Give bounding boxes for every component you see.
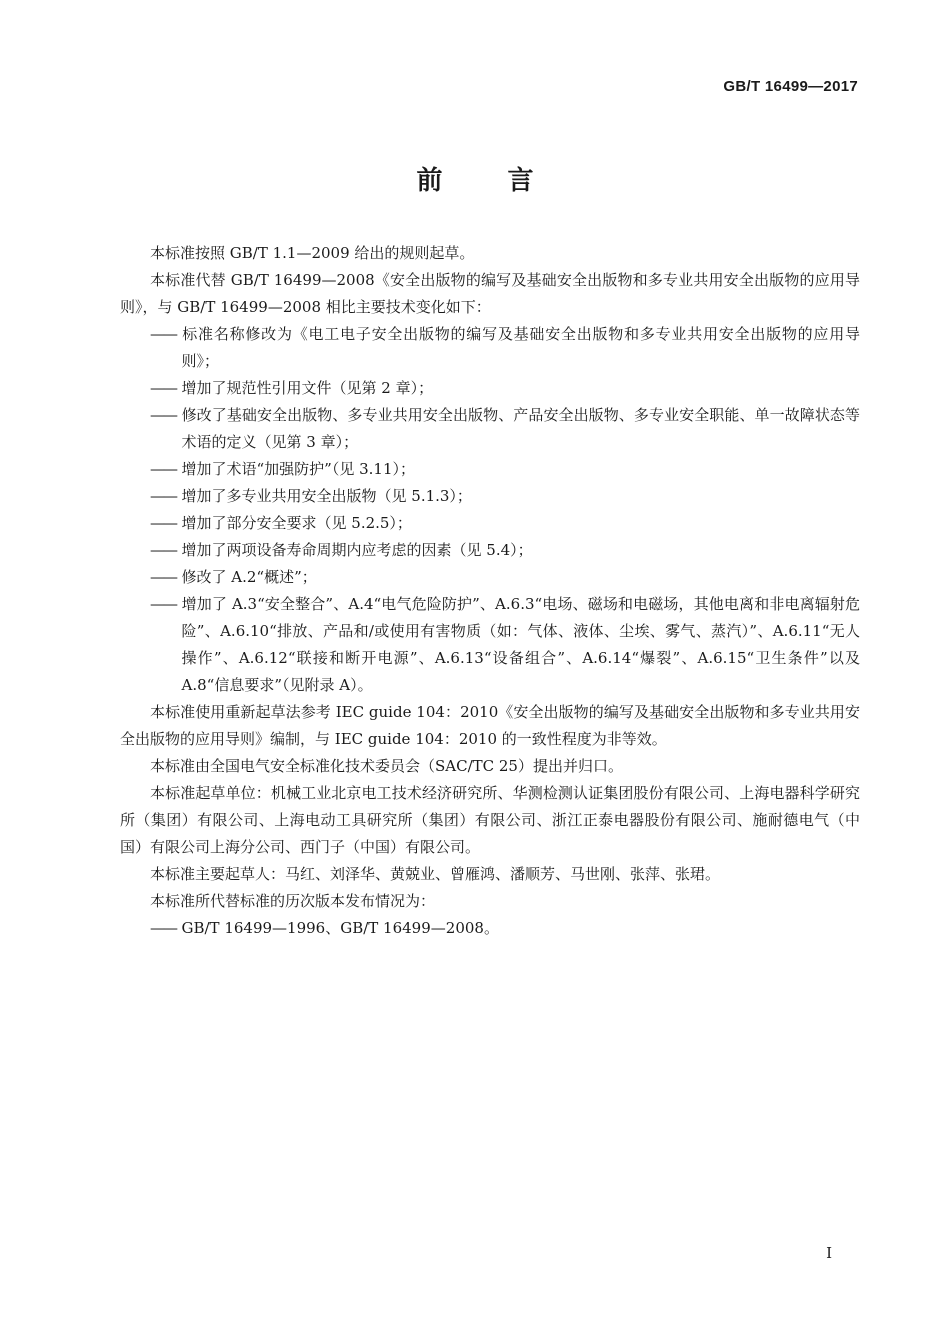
dash-marker: —— <box>150 919 176 937</box>
dash-marker: —— <box>150 568 176 586</box>
page-title: 前 言 <box>416 166 562 196</box>
dash-marker: —— <box>150 325 176 343</box>
change-text: 增加了术语“加强防护”（见 3.11）； <box>181 460 416 478</box>
intro-paragraph: 本标准按照 GB/T 1.1—2009 给出的规则起草。 <box>150 244 475 262</box>
body-paragraph: 本标准主要起草人：马红、刘泽华、黄兢业、曾雁鸿、潘顺芳、马世刚、张萍、张珺。 <box>150 865 721 883</box>
change-list-item <box>120 564 860 591</box>
change-text: 增加了 A.3“安全整合”、A.4“电气危险防护”、A.6.3“电场、磁场和电磁场，其他电离和非电离辐射危险”、A.6.10“排放、产品和/或使用有害物质（如：气体、液体、尘埃、雾气、蒸汽）”、A.6.11“无人操作”、A.6.12“联接和断开电源”、A.6.13“设备组合”、A.6.14“爆裂”、A.6.15“卫生条件”以及 A.8“信息要求”（见附录 A）。 <box>181 595 860 694</box>
change-text: 增加了规范性引用文件（见第 2 章）； <box>181 379 434 397</box>
dash-marker: —— <box>150 595 176 613</box>
change-text: 增加了两项设备寿命周期内应考虑的因素（见 5.4）； <box>181 541 533 559</box>
document-body <box>120 240 860 942</box>
change-list-item <box>120 375 860 402</box>
history-text: GB/T 16499—1996、GB/T 16499—2008。 <box>181 919 499 937</box>
dash-marker: —— <box>150 541 176 559</box>
body-paragraph: 本标准由全国电气安全标准化技术委员会（SAC/TC 25）提出并归口。 <box>150 757 623 775</box>
dash-marker: —— <box>150 487 176 505</box>
dash-marker: —— <box>150 514 176 532</box>
change-list-item <box>120 483 860 510</box>
dash-marker: —— <box>150 406 176 424</box>
change-list-item <box>120 402 860 456</box>
change-list-item <box>120 321 860 375</box>
history-item <box>120 915 860 942</box>
change-list-item <box>120 456 860 483</box>
standard-code: GB/T 16499—2017 <box>723 78 858 95</box>
change-text: 增加了多专业共用安全出版物（见 5.1.3）； <box>181 487 472 505</box>
body-paragraph: 本标准使用重新起草法参考 IEC guide 104：2010《安全出版物的编写及基础安全出版物和多专业共用安全出版物的应用导则》编制，与 IEC guide 104：2010 的一致性程度为非等效。 <box>120 703 860 748</box>
change-text: 修改了 A.2“概述”； <box>181 568 317 586</box>
body-paragraph: 本标准所代替标准的历次版本发布情况为： <box>150 892 436 910</box>
change-list-item <box>120 537 860 564</box>
dash-marker: —— <box>150 379 176 397</box>
intro-paragraph: 本标准代替 GB/T 16499—2008《安全出版物的编写及基础安全出版物和多专业共用安全出版物的应用导则》，与 GB/T 16499—2008 相比主要技术变化如下： <box>120 271 860 316</box>
dash-marker: —— <box>150 460 176 478</box>
body-paragraph: 本标准起草单位：机械工业北京电工技术经济研究所、华测检测认证集团股份有限公司、上海电器科学研究所（集团）有限公司、上海电动工具研究所（集团）有限公司、浙江正泰电器股份有限公司、施耐德电气（中国）有限公司上海分公司、西门子（中国）有限公司。 <box>120 784 860 856</box>
page-number: I <box>826 1244 832 1262</box>
change-text: 修改了基础安全出版物、多专业共用安全出版物、产品安全出版物、多专业安全职能、单一故障状态等术语的定义（见第 3 章）； <box>181 406 860 451</box>
change-list-item <box>120 510 860 537</box>
change-text: 增加了部分安全要求（见 5.2.5）； <box>181 514 412 532</box>
change-list-item <box>120 591 860 699</box>
change-text: 标准名称修改为《电工电子安全出版物的编写及基础安全出版物和多专业共用安全出版物的应用导则》； <box>181 325 860 370</box>
